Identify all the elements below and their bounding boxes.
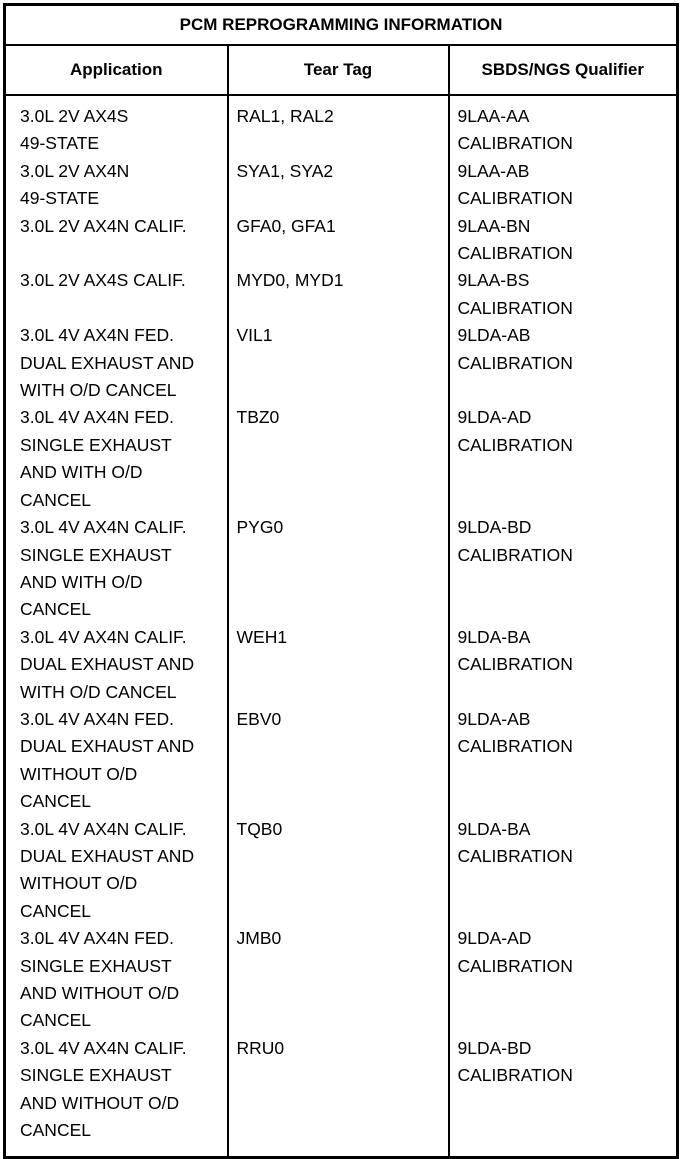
- table-row: [5, 322, 678, 404]
- cell-application: 3.0L 4V AX4N FED. DUAL EXHAUST AND WITH O/D CANCEL: [5, 322, 228, 404]
- cell-qualifier: 9LAA-BS CALIBRATION: [449, 267, 678, 322]
- table-header-row: [5, 45, 678, 95]
- cell-qualifier: 9LDA-BD CALIBRATION: [449, 1035, 678, 1158]
- cell-application: 3.0L 2V AX4N 49-STATE: [5, 158, 228, 213]
- cell-qualifier: 9LDA-AD CALIBRATION: [449, 925, 678, 1035]
- header-application: Application: [5, 45, 228, 95]
- cell-qualifier: 9LAA-BN CALIBRATION: [449, 213, 678, 268]
- cell-qualifier: 9LDA-AD CALIBRATION: [449, 404, 678, 514]
- table-row: [5, 925, 678, 1035]
- table-title-row: [5, 5, 678, 46]
- cell-qualifier: 9LAA-AB CALIBRATION: [449, 158, 678, 213]
- cell-qualifier: 9LDA-AB CALIBRATION: [449, 706, 678, 816]
- cell-application: 3.0L 4V AX4N CALIF. DUAL EXHAUST AND WITH O/D CANCEL: [5, 624, 228, 706]
- table-row: [5, 624, 678, 706]
- cell-qualifier: 9LAA-AA CALIBRATION: [449, 95, 678, 158]
- cell-application: 3.0L 2V AX4S CALIF.: [5, 267, 228, 322]
- table-body: [5, 95, 678, 1158]
- table-row: [5, 816, 678, 926]
- cell-tear-tag: TBZ0: [228, 404, 449, 514]
- table-row: [5, 1035, 678, 1158]
- table-row: [5, 95, 678, 158]
- cell-tear-tag: JMB0: [228, 925, 449, 1035]
- cell-application: 3.0L 4V AX4N CALIF. DUAL EXHAUST AND WITHOUT O/D CANCEL: [5, 816, 228, 926]
- cell-qualifier: 9LDA-BA CALIBRATION: [449, 624, 678, 706]
- cell-application: 3.0L 4V AX4N CALIF. SINGLE EXHAUST AND WITHOUT O/D CANCEL: [5, 1035, 228, 1158]
- cell-qualifier: 9LDA-AB CALIBRATION: [449, 322, 678, 404]
- cell-tear-tag: MYD0, MYD1: [228, 267, 449, 322]
- pcm-reprogramming-table: [3, 3, 679, 1159]
- table-row: [5, 158, 678, 213]
- table-row: [5, 267, 678, 322]
- cell-qualifier: 9LDA-BD CALIBRATION: [449, 514, 678, 624]
- table-title: PCM REPROGRAMMING INFORMATION: [5, 5, 678, 46]
- cell-application: 3.0L 4V AX4N FED. SINGLE EXHAUST AND WITH O/D CANCEL: [5, 404, 228, 514]
- cell-qualifier: 9LDA-BA CALIBRATION: [449, 816, 678, 926]
- table-row: [5, 514, 678, 624]
- cell-tear-tag: WEH1: [228, 624, 449, 706]
- cell-tear-tag: PYG0: [228, 514, 449, 624]
- cell-application: 3.0L 4V AX4N CALIF. SINGLE EXHAUST AND WITH O/D CANCEL: [5, 514, 228, 624]
- cell-tear-tag: VIL1: [228, 322, 449, 404]
- header-tear-tag: Tear Tag: [228, 45, 449, 95]
- table-row: [5, 706, 678, 816]
- cell-tear-tag: RRU0: [228, 1035, 449, 1158]
- table-row: [5, 404, 678, 514]
- cell-tear-tag: GFA0, GFA1: [228, 213, 449, 268]
- cell-application: 3.0L 4V AX4N FED. DUAL EXHAUST AND WITHOUT O/D CANCEL: [5, 706, 228, 816]
- cell-application: 3.0L 2V AX4N CALIF.: [5, 213, 228, 268]
- cell-application: 3.0L 4V AX4N FED. SINGLE EXHAUST AND WITHOUT O/D CANCEL: [5, 925, 228, 1035]
- cell-tear-tag: RAL1, RAL2: [228, 95, 449, 158]
- header-qualifier: SBDS/NGS Qualifier: [449, 45, 678, 95]
- table-row: [5, 213, 678, 268]
- cell-tear-tag: EBV0: [228, 706, 449, 816]
- cell-tear-tag: SYA1, SYA2: [228, 158, 449, 213]
- cell-tear-tag: TQB0: [228, 816, 449, 926]
- cell-application: 3.0L 2V AX4S 49-STATE: [5, 95, 228, 158]
